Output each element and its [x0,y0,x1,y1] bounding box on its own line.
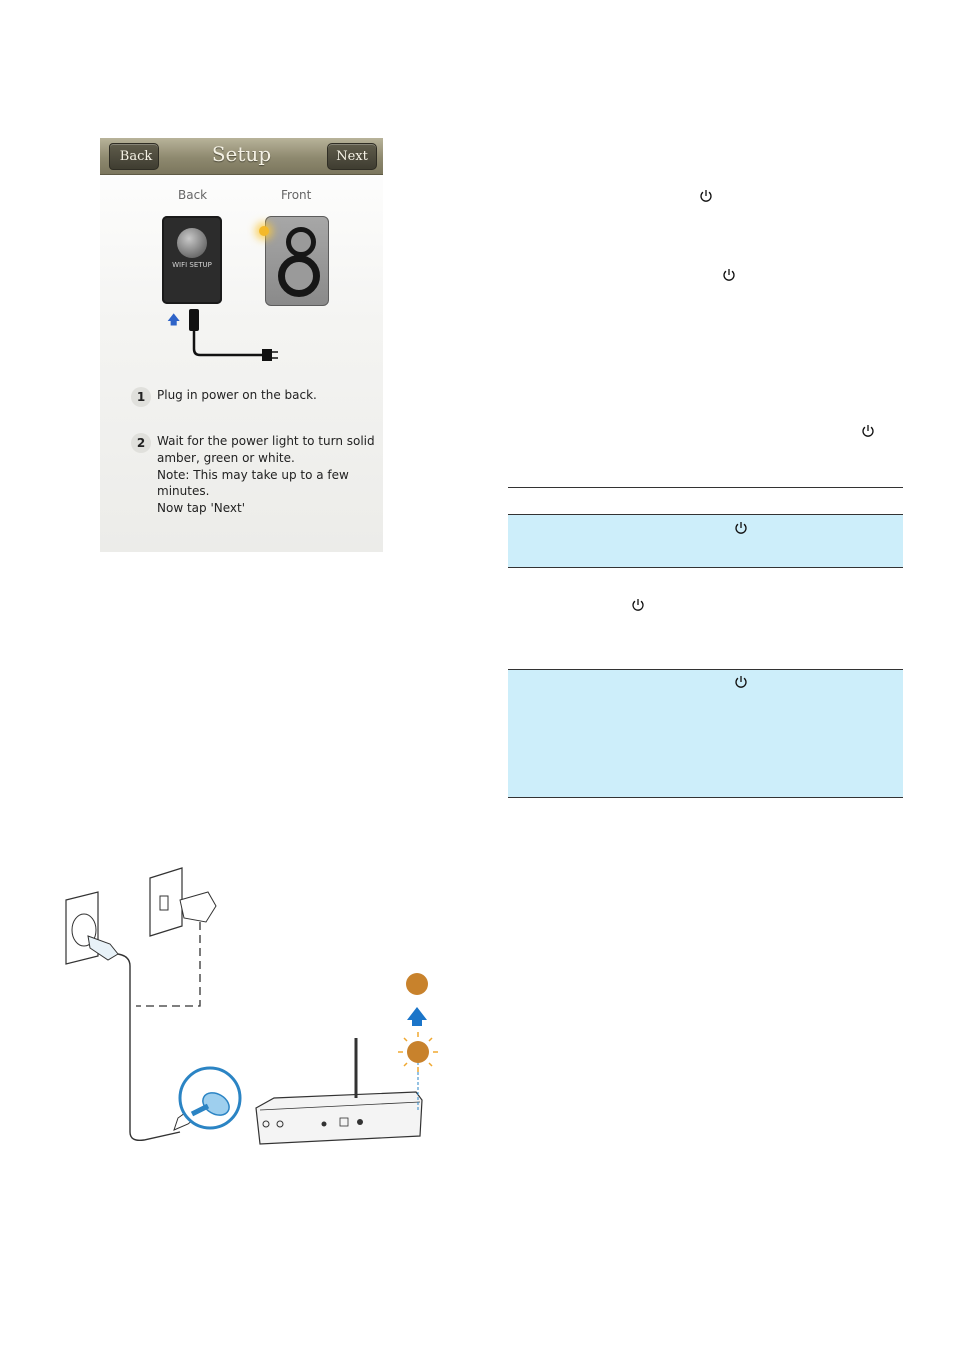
power-icon [734,521,748,535]
power-icon [699,189,713,203]
label-front: Front [281,188,312,202]
plug-eu-icon [88,936,180,1140]
device-back-illustration [162,216,222,304]
power-icon [734,675,748,689]
table-row [508,669,903,798]
step-text [157,387,317,404]
step-number: 1 [131,387,151,407]
power-cable-graphic [180,305,290,365]
step-line: amber, green or white. [157,450,295,465]
device-front-illustration [265,216,329,306]
device-icon [256,1038,422,1144]
power-icon [631,598,645,612]
power-plug-insert [174,1068,240,1130]
step-line: Wait for the power light to turn solid [157,434,375,448]
indicator-blinking-amber-icon [398,1032,438,1072]
nav-title: Setup [211,142,272,166]
woofer-graphic [278,255,320,297]
wifi-setup-button-graphic [177,228,207,258]
wall-socket-eu-icon [66,892,98,964]
back-button[interactable]: Back [109,143,159,170]
power-icon [722,268,736,282]
label-back: Back [178,188,208,202]
next-button[interactable]: Next [327,143,377,170]
step-line: minutes. [157,484,210,499]
nav-bar [100,138,383,175]
step-line: Note: This may take up to a few [157,467,349,482]
table-row [508,514,903,568]
arrow-up-icon [407,1007,427,1026]
step-line: Now tap 'Next' [157,501,245,516]
indicator-solid-amber-icon [406,973,428,995]
power-light-icon [259,226,269,236]
arrow-up-icon: 🡅 [167,313,181,328]
step-number: 2 [131,433,151,453]
tweeter-graphic [286,227,316,257]
power-connection-illustration [60,860,450,1160]
power-icon [861,424,875,438]
step-text [157,433,375,517]
device-label: WIFI SETUP [172,261,212,269]
table-top-rule [508,487,903,488]
wall-socket-uk-icon [150,868,182,936]
step-line: Plug in power on the back. [157,388,317,402]
